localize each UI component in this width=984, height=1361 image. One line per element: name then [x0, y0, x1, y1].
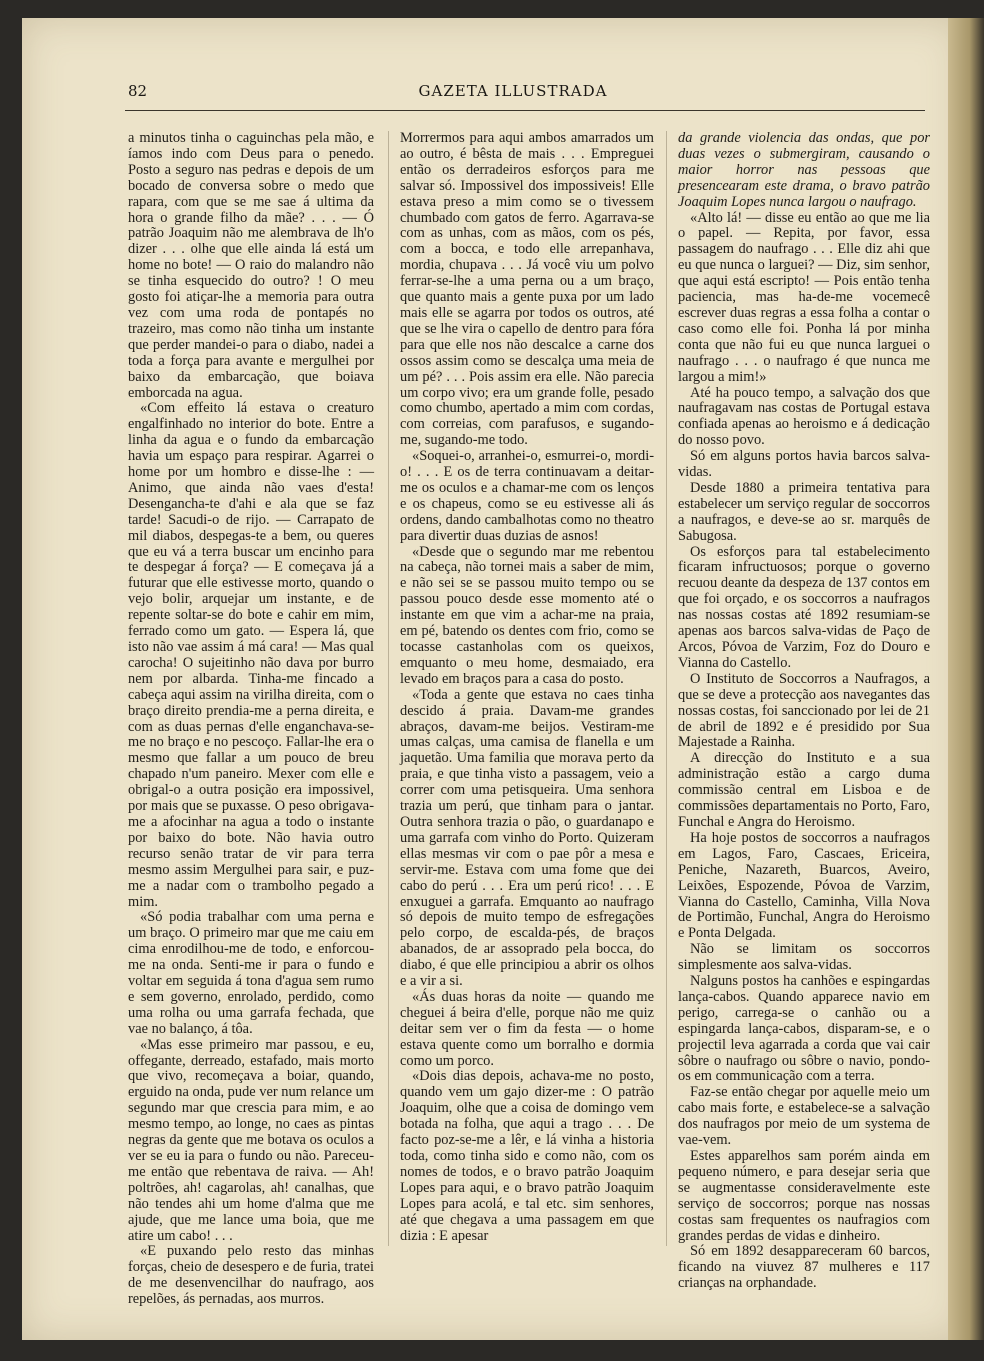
paragraph: da grande violencia das ondas, que por duas vezes o submergiram, causando o maior horror nas pessoas que presencearam este drama, o bravo patrão Joaquim Lopes nunca largou o naufrago. [678, 130, 930, 210]
paragraph: Só em 1892 desappareceram 60 barcos, ficando na viuvez 87 mulheres e 117 crianças na orphandade. [678, 1243, 930, 1292]
paragraph: Morrermos para aqui ambos amarrados um ao outro, é bêsta de mais . . . Empreguei então os derradeiros esforços para me salvar só. Impossivel dos impossiveis! Elle estava preso a mim como se o tivessem chumbado com gatos de ferro. Agarrava-se com as unhas, com as mãos, com os pés, com a bocca, e todo elle arrepanhava, mordia, chupava . . . Já você viu um polvo ferrar-se-lhe a uma perna ou a um braço, que quanto mais a gente puxa por um lado mais elle se agarra por todos os outros, até que se lhe vira o capello de dentro para fóra para que elle nos não descalce a carne dos ossos assim como se descalça uma meia de um pé? . . . Pois assim era elle. Não parecia um corpo vivo; era um grande folle, pesado como chumbo, apertado a mim com cordas, com correias, com parafusos, e sugando-me, sugando-me todo. [400, 130, 654, 449]
paragraph: Faz-se então chegar por aquelle meio um cabo mais forte, e estabelece-se a salvação dos naufragos por meio de um systema de vae-vem. [678, 1084, 930, 1149]
paragraph: a minutos tinha o caguinchas pela mão, e íamos indo com Deus para o penedo. Posto a seguro nas pedras e depois de um bocado de conversa sobre o medo que rapara, com que se me sae á ultima da hora o grande filho da mãe? . . . — Ó patrão Joaquim não me alembrava de lh'o dizer . . . olhe que elle ainda lá está um home no bote! — O raio do malandro não se tinha esquecido do outro? ! O meu gosto foi atiçar-lhe a memoria para outra vez com uma roda de pontapés no trazeiro, mas como não tinha um instante que perder mandei-o para o diabo, nadei a toda a força para avante e mergulhei por baixo da embarcação, que boiava emborcada na agua. [128, 130, 374, 401]
column-2 [400, 131, 654, 1244]
paragraph: «Com effeito lá estava o creaturo engalfinhado no interior do bote. Entre a linha da agua e o fundo da embarcação havia um espaço para respirar. Agarrei o home por um hombro e disse-lhe : — Animo, que ainda não vaes d'esta! Desengancha-te d'ahi e ala que se faz tarde! Sacudi-o de rijo. — Carrapato de mil diabos, despegas-te a bem, ou queres que eu vá a terra buscar um encinho para te despegar á força? — E começava já a futurar que elle estivesse morto, quando o vejo bolir, arquejar um instante, e de repente soltar-se do bote e cahir em mim, ferrado como um gato. — Espera lá, que isto não vae assim á má cara! — Mas qual carocha! O sujeitinho não dava por burro nem por albarda. Tinha-me fincado a cabeça aqui assim na virilha direita, com o braço direito prendia-me a perna direita, e com as duas pernas d'elle enganchava-se-me no braço e no pescoço. Fallar-lhe era o mesmo que fallar a um pouco de breu chapado n'um paneiro. Mexer com elle e obrigal-o a outra posição era impossivel, por mais que se puxasse. O peso obrigava-me a afocinhar na agua a todo o instante por baixo do bote. Não havia outro recurso senão tratar de vir para terra mesmo assim Mergulhei para sair, e puz-me a nadar com o trambolho pegado a mim. [128, 400, 374, 910]
paragraph: «Alto lá! — disse eu então ao que me lia o papel. — Repita, por favor, essa passagem do naufrago . . . Elle diz ahi que eu que nunca o larguei? — Diz, sim senhor, que aqui está escripto! — Pois então tenha paciencia, mas ha-de-me vocemecê escrever duas regras a essa folha a contar o caso como elle foi. Ponha lá por minha conta que não fui eu que nunca larguei o naufrago . . . o naufrago é que nunca me largou a mim!» [678, 209, 930, 385]
paragraph: Até ha pouco tempo, a salvação dos que naufragavam nas costas de Portugal estava confiada apenas ao heroismo e á dedicação do nosso povo. [678, 384, 930, 449]
header-rule [125, 110, 925, 111]
paragraph: Nalguns postos ha canhões e espingardas lança-cabos. Quando apparece navio em perigo, carrega-se o canhão ou a espingarda lança-cabos, disparam-se, e o projectil leva agarrada a corda que vai cair sôbre o naufrago ou sôbre o navio, pondo-os em communicação com a terra. [678, 973, 930, 1085]
paragraph: «Soquei-o, arranhei-o, esmurrei-o, mordi-o! . . . E os de terra continuavam a deitar-me os oculos e a chamar-me com os lenços e os chapeus, como se eu estivesse ali ás ordens, dando cambalhotas como no theatro para divertir duas duzias de asnos! [400, 448, 654, 544]
paragraph: Estes apparelhos sam porém ainda em pequeno número, e para desejar seria que se augmentasse consideravelmente este serviço de soccorros; porque nas nossas costas sam frequentes os naufragios com grandes perdas de vidas e dinheiro. [678, 1148, 930, 1244]
paragraph: «Mas esse primeiro mar passou, e eu, offegante, derreado, estafado, mais morto que vivo, recomeçava a boiar, quando, erguido na onda, pude ver num relance um segundo mar que crescia para mim, e ao mesmo tempo, ao longe, no caes as pintas negras da gente que me botava os oculos a ver se eu ia para o fundo ou não. Pareceu-me então que rebentava de raiva. — Ah! poltrões, ah! cagarolas, ah! canalhas, que não tendes ahi um home d'alma que me ajude, que me lance uma boia, que me atire um cabo! . . . [128, 1036, 374, 1244]
paragraph: «Ás duas horas da noite — quando me cheguei á beira d'elle, porque não me quiz deitar sem ver o fim da festa — o home estava quente como um borralho e dormia como um porco. [400, 988, 654, 1069]
paragraph: A direcção do Instituto e a sua administração estão a cargo duma commissão central em Lisboa e de commissões departamentais no Porto, Faro, Funchal e Angra do Heroismo. [678, 750, 930, 830]
page-header [100, 82, 926, 104]
paragraph: Só em alguns portos havia barcos salva-vidas. [678, 448, 930, 481]
paragraph: Não se limitam os soccorros simplesmente aos salva-vidas. [678, 941, 930, 974]
paragraph: «Desde que o segundo mar me rebentou na cabeça, não tornei mais a saber de mim, e não sei se se passou muito tempo ou se passou pouco desde esse momento até o instante em que vim a achar-me na praia, em pé, batendo os dentes com frio, como se tocasse castanholas com os queixos, emquanto o meu home, desmaiado, era levado em braços para a casa do posto. [400, 543, 654, 687]
page-title: GAZETA ILLUSTRADA [418, 82, 608, 100]
paragraph: «E puxando pelo resto das minhas forças, cheio de desespero e de furia, tratei de me desenvencilhar do naufrago, aos repelões, ás pernadas, aos murros. [128, 1243, 374, 1308]
paragraph: O Instituto de Soccorros a Naufragos, a que se deve a protecção aos navegantes das nossas costas, foi sanccionado por lei de 21 de abril de 1892 e é presidido por Sua Majestade a Rainha. [678, 670, 930, 751]
paragraph: «Só podia trabalhar com uma perna e um braço. O primeiro mar que me caiu em cima enrodilhou-me de todo, e enforcou-me na onda. Senti-me ir para o fundo e voltar em seguida á tona d'agua sem rumo e sem governo, enrolado, perdido, como uma rolha ou uma garrafa fechada, que vae no balanço, á tôa. [128, 909, 374, 1037]
column-divider [388, 131, 389, 1246]
page-edge [948, 18, 984, 1340]
paragraph: «Toda a gente que estava no caes tinha descido á praia. Davam-me grandes abraços, davam-me beijos. Vestiram-me umas calças, uma camisa de flanella e um jaquetão. Uma familia que morava perto da praia, e que tinha visto a passagem, veio a correr com uma petisqueira. Uma senhora trazia um perú, que tinham para o jantar. Outra senhora trazia o pão, o guardanapo e uma garrafa com vinho do Porto. Quizeram ellas mesmas vir com o pae pôr a mesa e servir-me. Estava com uma fome que dei cabo do perú . . . Era um perú rico! . . . E enxuguei a garrafa. Emquanto ao naufrago só depois de muito tempo de esfregações pelo corpo, de escalda-pés, de braços abanados, de ar assoprado pela bocca, do diabo, é que elle principiou a abrir os olhos e a vir a si. [400, 686, 654, 990]
paragraph: Ha hoje postos de soccorros a naufragos em Lagos, Faro, Cascaes, Ericeira, Peniche, Nazareth, Buarcos, Aveiro, Leixões, Espozende, Póvoa de Varzim, Vianna do Castello, Caminha, Villa Nova de Portimão, Funchal, Angra do Heroismo e Ponta Delgada. [678, 829, 930, 942]
column-1 [128, 131, 374, 1308]
page-number: 82 [128, 82, 148, 100]
paragraph: Desde 1880 a primeira tentativa para estabelecer um serviço regular de soccorros a naufragos, e deve-se ao sr. marquês de Sabugosa. [678, 479, 930, 544]
paragraph: Os esforços para tal estabelecimento ficaram infructuosos; porque o governo recuou deante da despeza de 137 contos em que foi orçado, e os soccorros a naufragos nas nossas costas até 1892 resumiam-se apenas aos barcos salva-vidas de Paço de Arcos, Póvoa de Varzim, Foz do Douro e Vianna do Castello. [678, 543, 930, 671]
paragraph: «Dois dias depois, achava-me no posto, quando vem um gajo dizer-me : O patrão Joaquim, olhe que a coisa de domingo vem botada na folha, que aqui a trago . . . De facto poz-se-me a lêr, e lá vinha a historia toda, como tinha sido e como não, com os nomes de todos, e o bravo patrão Joaquim Lopes para aqui, e o bravo patrão Joaquim Lopes para acolá, e tal etc. sim senhores, até que chegava a uma passagem em que dizia : E apesar [400, 1068, 654, 1244]
column-divider [666, 131, 667, 1246]
column-3 [678, 131, 930, 1292]
